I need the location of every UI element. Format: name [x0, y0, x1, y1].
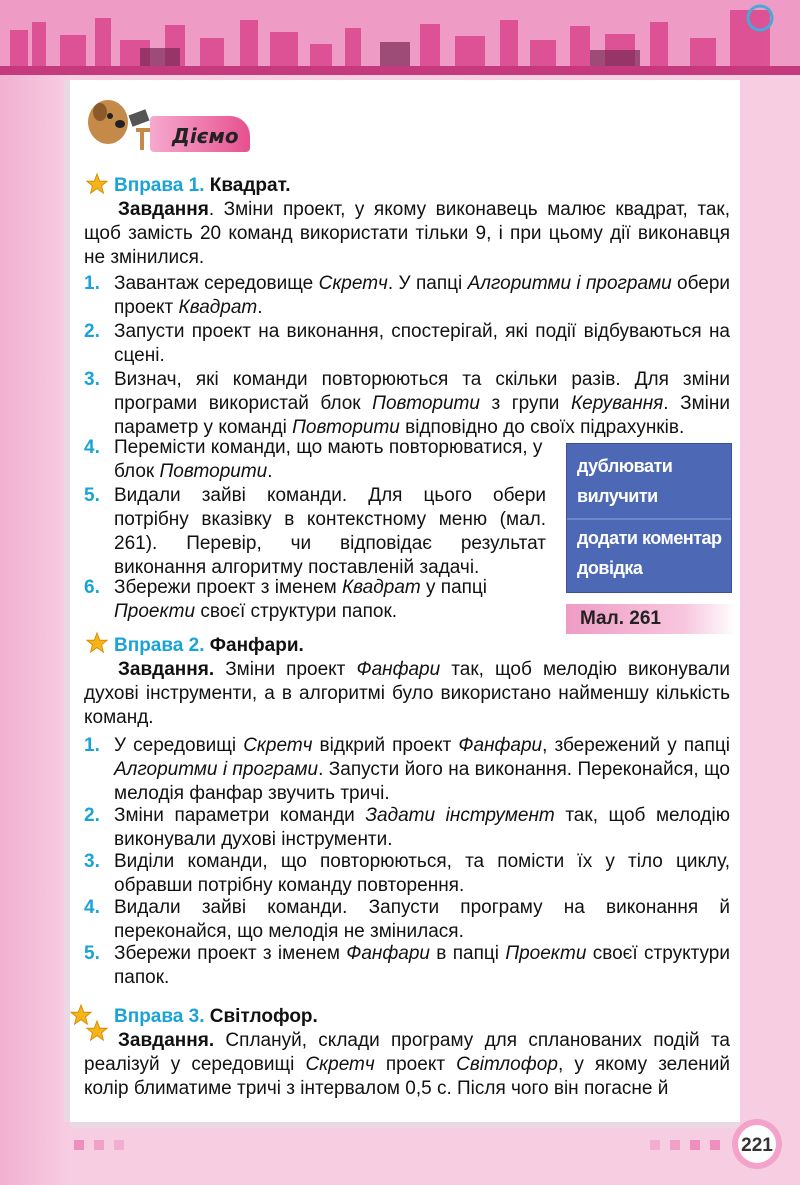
list-item: 2. Запусти проект на виконання, спостерігай, які події відбуваються на сцені. — [84, 321, 730, 366]
decor-square — [74, 1140, 84, 1150]
page-number-gear — [726, 1118, 788, 1170]
figure-caption: Мал. 261 — [566, 604, 736, 634]
exercise-title: Квадрат. — [209, 175, 291, 196]
menu-item-duplicate: дублювати — [577, 456, 673, 476]
list-item: 1. Завантаж середовище Скретч. У папці Алгоритми і програми обери проект Квадрат. — [84, 273, 731, 318]
decor-square — [650, 1140, 660, 1150]
menu-item-delete: вилучити — [577, 486, 658, 506]
list-item: 3. Виділи команди, що повторюються, та помісти їх у тіло циклу, обравши потрібну команду повторення. — [84, 851, 730, 896]
exercise-3-task: Завдання. Сплануй, склади програму для спланованих подій та реалізуй у середовищі Скретч проект Світлофор, у якому зелений колір блиматиме тричі з інтервалом 0,5 с. Після чого він погасне й — [84, 1030, 730, 1099]
city-skyline-illustration — [0, 0, 800, 75]
list-item: 4. Перемісти команди, що мають повторюватися, у блок Повторити. — [84, 437, 543, 482]
exercise-2-heading — [114, 634, 304, 658]
left-margin-strip — [0, 75, 70, 1185]
page-number: 221 — [741, 1135, 773, 1156]
exercise-title: Фанфари. — [209, 635, 304, 656]
exercise-number: Вправа 2. — [114, 635, 205, 656]
exercise-1-task: Завдання. Зміни проект, у якому виконавець малює квадрат, так, щоб замість 20 команд використати тільки 9, і при цьому дії виконавця не змінилися. — [84, 199, 730, 268]
exercise-1-heading — [114, 174, 291, 198]
exercise-number: Вправа 1. — [114, 175, 205, 196]
decor-square — [114, 1140, 124, 1150]
header-city-band — [0, 0, 800, 75]
star-icon — [86, 173, 108, 195]
decor-square — [710, 1140, 720, 1150]
list-item: 4. Видали зайві команди. Запусти програму на виконання й переконайся, що мелодія не змінилася. — [84, 897, 730, 942]
list-item: 5. Збережи проект з іменем Фанфари в папці Проекти своєї структури папок. — [84, 943, 730, 988]
menu-divider — [567, 518, 731, 520]
decor-square — [670, 1140, 680, 1150]
list-item: 1. У середовищі Скретч відкрий проект Фанфари, збережений у папці Алгоритми і програми. Запусти його на виконання. Переконайся, що мелодія фанфар звучить тричі. — [84, 735, 731, 804]
list-item: 3. Визнач, які команди повторюються та скільки разів. Для зміни програми використай блок Повторити з групи Керування. Зміни параметр у команді Повторити відповідно до своїх підрахунків. — [84, 369, 730, 438]
star-icon — [86, 632, 108, 654]
context-menu-illustration — [566, 443, 732, 593]
exercise-3-heading — [114, 1005, 318, 1029]
list-item: 5. Видали зайві команди. Для цього обери потрібну вказівку в контекстному меню (мал. 261). Перевір, чи відповідає результат виконання алгоритму поставленій задачі. — [84, 485, 546, 578]
decor-square — [690, 1140, 700, 1150]
list-item: 2. Зміни параметри команди Задати інструмент так, щоб мелодію виконували духові інструменти. — [84, 805, 730, 850]
menu-item-add-comment: додати коментар — [577, 528, 722, 548]
list-item: 6. Збережи проект з іменем Квадрат у папці Проекти своєї структури папок. — [84, 577, 488, 622]
menu-item-help: довідка — [577, 558, 643, 578]
section-label: Діємо — [172, 124, 239, 148]
dog-mascot-icon — [80, 92, 160, 154]
exercise-number: Вправа 3. — [114, 1006, 205, 1027]
exercise-title: Світлофор. — [209, 1006, 318, 1027]
exercise-2-task: Завдання. Зміни проект Фанфари так, щоб мелодію виконували духові інструменти, а в алгоритмі було використано найменшу кількість команд. — [84, 659, 730, 728]
decor-square — [94, 1140, 104, 1150]
